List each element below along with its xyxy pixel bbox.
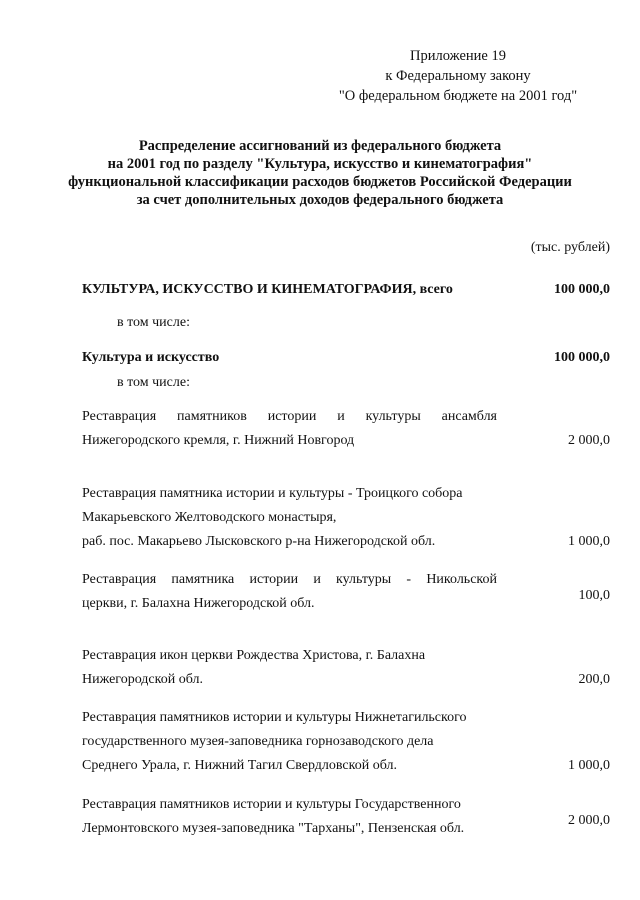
- item-text-line: Нижегородского кремля, г. Нижний Новгород: [82, 433, 355, 448]
- item-value: 2 000,0: [568, 433, 610, 448]
- annex-line: к Федеральному закону: [385, 68, 531, 84]
- subsection-label: Культура и искусство: [82, 350, 220, 365]
- item-value: 1 000,0: [568, 534, 610, 549]
- item-text-line: церкви, г. Балахна Нижегородской обл.: [82, 596, 315, 611]
- including-label: в том числе:: [117, 375, 190, 390]
- item-text-line: Среднего Урала, г. Нижний Тагил Свердловской обл.: [82, 758, 397, 773]
- item-text-line: Реставрация икон церкви Рождества Христова, г. Балахна: [82, 648, 426, 663]
- title-line: за счет дополнительных доходов федерального бюджета: [136, 192, 504, 208]
- item-text-line: Нижегородской обл.: [82, 672, 203, 687]
- item-text-line: раб. пос. Макарьево Лысковского р-на Нижегородской обл.: [82, 534, 436, 549]
- item-text-line: государственного музея-заповедника горнозаводского дела: [82, 734, 434, 749]
- subsection-value: 100 000,0: [554, 350, 610, 365]
- item-text-line: Реставрация памятника истории и культуры - Троицкого собора: [82, 486, 463, 501]
- budget-item: [82, 568, 610, 616]
- title-line: Распределение ассигнований из федерального бюджета: [138, 138, 502, 154]
- item-text-line: Лермонтовского музея-заповедника "Тарханы", Пензенская обл.: [82, 821, 465, 836]
- budget-item: [82, 482, 610, 554]
- including-label: в том числе:: [117, 315, 190, 330]
- document-title: [60, 137, 580, 209]
- item-text-line: Реставрация памятников истории и культуры Государственного: [82, 797, 461, 812]
- title-line: функциональной классификации расходов бюджетов Российской Федерации: [68, 174, 572, 190]
- title-line: на 2001 год по разделу "Культура, искусство и кинематография": [107, 156, 533, 172]
- section-total-row: [82, 278, 610, 302]
- section-total-value: 100 000,0: [554, 282, 610, 297]
- item-value: 1 000,0: [568, 758, 610, 773]
- item-text-line: Реставрация памятника истории и культуры - Никольской: [82, 572, 497, 587]
- budget-item: [82, 644, 610, 692]
- annex-line: "О федеральном бюджете на 2001 год": [338, 88, 578, 104]
- item-value: 200,0: [578, 672, 610, 687]
- section-total-label: КУЛЬТУРА, ИСКУССТВО И КИНЕМАТОГРАФИЯ, всего: [82, 282, 453, 297]
- item-text-line: Реставрация памятников истории и культуры Нижнетагильского: [82, 710, 467, 725]
- item-value: 100,0: [578, 588, 610, 603]
- item-text-line: Реставрация памятников истории и культуры ансамбля: [82, 409, 497, 424]
- budget-item: [82, 793, 610, 841]
- units-label: (тыс. рублей): [530, 240, 610, 255]
- budget-item: [82, 706, 610, 778]
- item-value: 2 000,0: [568, 813, 610, 828]
- annex-line: Приложение 19: [410, 48, 506, 64]
- annex-reference: [318, 46, 598, 106]
- subsection-row: [82, 346, 610, 370]
- item-text-line: Макарьевского Желтоводского монастыря,: [82, 510, 337, 525]
- budget-item: [82, 405, 610, 453]
